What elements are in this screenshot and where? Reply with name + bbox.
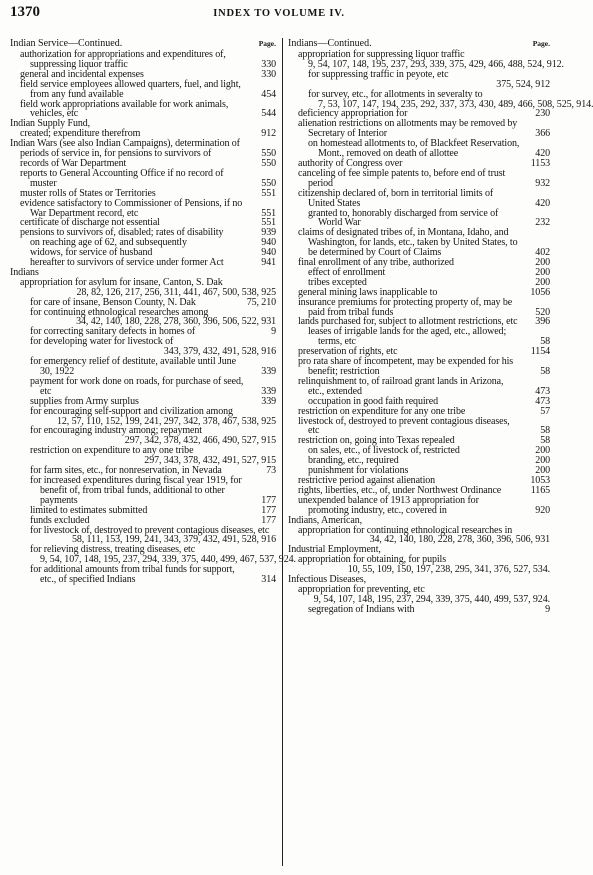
entry-text: pro rata share of incompetent, may be expended for his benefit; restriction [298,356,514,377]
index-entry: leases of irrigable lands for the aged, etc., allowed; terms, etc 58 [308,326,550,348]
entry-page-ref: 339 [261,395,276,407]
index-entry [288,209,550,229]
entry-page-ref: 34, 42, 140, 180, 228, 278, 360, 396, 506, 931 [369,534,550,546]
index-entry [288,169,550,189]
index-entry [10,278,276,298]
index-entry [10,80,276,100]
entry-page-ref: 940 [261,237,276,249]
entry-text: for livestock of, destroyed to prevent contagious diseases, etc [30,524,270,536]
entry-text: general mining laws inapplicable to [298,286,438,298]
index-entry [10,526,276,546]
entry-page-ref: 75, 210 [246,296,276,308]
entry-text: appropriation for suppressing liquor traffic [298,49,465,60]
entry-page-ref: 34, 42, 140, 180, 228, 278, 360, 396, 506, 522, 931 [76,316,276,328]
entry-text: effect of enrollment [308,266,386,278]
entry-text: for survey, etc., for allotments in severalty to [308,88,483,100]
index-entry [288,555,550,575]
entry-text: for additional amounts from tribal funds for support, etc., of specified Indians [30,564,235,586]
entry-page-ref: 912 [261,128,276,140]
entry-text: canceling of fee simple patents to, before end of trust period [298,167,506,189]
entry-text: field service employees allowed quarters, fuel, and light, from any fund available [20,78,241,100]
entry-text: alienation restrictions on allotments may be removed by Secretary of Interior [298,118,518,140]
index-entry [288,49,564,70]
index-entry: for correcting sanitary defects in homes of 9 [30,326,276,338]
entry-text: punishment for violations [308,465,409,477]
entry-text: Indian Supply Fund, [10,118,91,130]
index-entry [10,169,276,189]
entry-text: insurance premiums for protecting property of, may be paid from tribal funds [298,296,513,318]
entry-text: Indian Wars (see also Indian Campaigns), determination of periods of service in, for pensions to survivors of [10,138,240,160]
entry-text: supplies from Army surplus [30,395,139,407]
entry-page-ref: 9, 54, 107, 148, 195, 237, 293, 339, 375, 429, 466, 488, 524, 912. [308,58,564,70]
entry-page-ref: 550 [261,148,276,160]
entry-text: for suppressing traffic in peyote, etc [308,68,449,80]
index-entry [288,70,550,90]
entry-text: livestock of, destroyed to prevent contagious diseases, etc [298,415,510,437]
entry-page-ref: 9, 54, 107, 148, 195, 237, 294, 339, 375, 440, 499, 537, 924. [313,593,550,605]
entry-text: payment for work done on roads, for purchase of seed, etc [30,375,244,397]
entry-text: for continuing ethnological researches among [30,306,209,318]
entry-page-ref: 200 [535,445,550,457]
entry-text: occupation in good faith required [308,395,438,407]
index-entry [10,308,276,328]
index-entry [288,189,550,209]
entry-text: muster rolls of States or Territories [20,187,156,199]
entry-page-ref: 941 [261,257,276,269]
entry-page-ref: 473 [535,395,550,407]
entry-page-ref: 330 [261,58,276,70]
entry-page-ref: 473 [535,385,550,397]
index-entry [10,407,276,427]
entry-text: appropriation for obtaining, for pupils [298,554,447,566]
index-entry [10,258,276,268]
entry-text: on sales, etc., of livestock of, restricted [308,445,460,457]
entry-page-ref: 200 [535,455,550,467]
index-entry [288,228,550,258]
index-entry: restriction on, going into Texas repealed 58 [298,435,550,447]
index-entry [10,377,276,397]
entry-text: certificate of discharge not essential [20,217,160,229]
index-entry [10,446,276,466]
entry-text: tribes excepted [308,276,367,288]
entry-page-ref: 939 [261,227,276,239]
entry-page-ref: 339 [261,366,276,377]
entry-text: reports to General Accounting Office if no record of muster [20,167,224,189]
index-entry [10,476,276,506]
entry-text: Infectious Diseases, [288,574,366,586]
index-entry [10,199,276,219]
entry-text: on homestead allotments to, of Blackfeet Reservation, Mont., removed on death of allottee [308,138,520,160]
page-number: 1370 [10,4,40,20]
index-entry [288,496,550,516]
entry-page-ref: 920 [535,504,550,516]
entry-page-ref: 330 [261,68,276,80]
entry-text: Indians [10,266,39,278]
left-column-heading: Indian Service—Continued. [10,38,123,49]
entry-text: citizenship declared of, born in territorial limits of United States [298,187,494,209]
entry-page-ref: 232 [535,217,550,229]
entry-text: created; expenditure therefrom [20,128,141,140]
entry-page-ref: 12, 57, 110, 152, 199, 241, 297, 342, 378, 467, 538, 925 [56,415,276,427]
entry-text: leases of irrigable lands for the aged, etc., allowed; terms, etc [308,326,507,348]
index-entry [288,516,550,526]
entry-page-ref: 9, 54, 107, 148, 195, 237, 294, 339, 375, 440, 499, 467, 537, 924. [40,554,296,566]
entry-page-ref: 550 [261,157,276,169]
entry-page-ref: 343, 379, 432, 491, 528, 916 [163,346,276,358]
left-column [10,38,296,586]
entry-page-ref: 1053 [530,474,550,486]
entry-page-ref: 551 [261,187,276,199]
index-entry [288,377,550,397]
entry-page-ref: 396 [535,316,550,328]
entry-text: for encouraging self-support and civilization among [30,405,233,417]
column-divider [282,38,283,866]
index-entry: for farm sites, etc., for nonreservation, in Nevada 73 [30,465,276,477]
entry-text: Industrial Employment, [288,544,381,556]
entry-page-ref: 520 [535,306,550,318]
entry-page-ref: 402 [535,247,550,259]
entry-text: claims of designated tribes of, in Montana, Idaho, and Washington, for lands, etc., taken by United States, to be determined by Court of Claims [298,227,518,259]
entry-text: restriction on expenditure to any one tribe [30,445,194,457]
entry-page-ref: 297, 343, 378, 432, 491, 527, 915 [144,455,276,467]
entry-page-ref: 366 [535,128,550,140]
entry-text: for developing water for livestock of [30,336,174,348]
index-entry: pro rata share of incompetent, may be expended for his benefit; restriction 58 [298,356,550,377]
entry-text: authority of Congress over [298,157,403,169]
right-column-heading: Indians—Continued. [288,38,372,49]
entry-page-ref: 314 [261,574,276,586]
entry-page-ref: 454 [261,88,276,100]
entry-page-ref: 10, 55, 109, 150, 197, 238, 295, 341, 376, 527, 534. [347,564,550,576]
entry-text: field work appropriations available for work animals, vehicles, etc [20,98,229,120]
index-entry [288,139,550,159]
entry-text: granted to, honorably discharged from service of World War [308,207,499,229]
index-entry [288,119,550,139]
entry-text: relinquishment to, of railroad grant lands in Arizona, etc., extended [298,375,504,397]
entry-text: for emergency relief of destitute, available until June 30, 1922 [30,356,236,377]
entry-page-ref: 1153 [530,157,550,169]
entry-page-ref: 420 [535,197,550,209]
entry-text: segregation of Indians with [308,603,415,615]
entry-text: for correcting sanitary defects in homes of [30,326,196,338]
entry-page-ref: 339 [261,385,276,397]
entry-page-ref: 544 [261,108,276,120]
entry-text: deficiency appropriation for [298,108,408,120]
index-entry [288,88,593,110]
entry-text: for farm sites, etc., for nonreservation, in Nevada [30,465,222,477]
entry-text: for increased expenditures during fiscal year 1919, for benefit of, from tribal funds, additional to other payments [30,474,242,506]
entry-page-ref: 177 [261,504,276,516]
entry-text: on reaching age of 62, and subsequently [30,237,187,249]
entry-text: records of War Department [20,157,127,169]
index-entry [10,50,276,70]
entry-text: appropriation for preventing, etc [298,583,425,595]
entry-text: evidence satisfactory to Commissioner of Pensions, if no War Department record, etc [20,197,243,219]
left-entries [10,49,296,586]
index-entry [288,298,550,318]
index-entry [10,100,276,120]
entry-page-ref: 200 [535,465,550,477]
entry-text: for relieving distress, treating diseases, etc [30,544,196,556]
entry-text: lands purchased for, subject to allotment restrictions, etc [298,316,518,328]
entry-page-ref: 375, 524, 912 [496,78,550,90]
entry-page-ref: 230 [535,108,550,120]
entry-text: restrictive period against alienation [298,474,436,486]
entry-text: rights, liberties, etc., of, under Northwest Ordinance [298,484,502,496]
entry-page-ref: 177 [261,494,276,506]
index-entry [10,357,276,377]
index-entry [10,544,296,566]
entry-text: appropriation for continuing ethnological researches in [298,524,513,536]
entry-page-ref: 550 [261,177,276,189]
entry-text: pensions to survivors of, disabled; rates of disability [20,227,224,239]
entry-text: branding, etc., required [308,455,399,467]
index-entry: restriction on expenditure for any one tribe 57 [298,405,550,417]
entry-text: restriction on, going into Texas repealed [298,435,455,447]
index-entry [288,526,550,546]
entry-text: hereafter to survivors of service under former Act [30,257,224,269]
right-column-page-label: Page. [532,39,550,48]
entry-text: authorization for appropriations and expenditures of, suppressing liquor traffic [20,49,226,70]
right-column [288,38,593,615]
entry-text: widows, for service of husband [30,247,153,259]
entry-page-ref: 200 [535,266,550,278]
index-entry [10,426,276,446]
entry-text: for care of insane, Benson County, N. Dak [30,296,196,308]
entry-page-ref: 177 [261,514,276,526]
entry-page-ref: 58, 111, 153, 199, 241, 343, 379, 432, 491, 528, 916 [71,534,276,546]
entry-page-ref: 932 [535,177,550,189]
entry-page-ref: 551 [261,207,276,219]
entry-text: for encouraging industry among; repayment [30,425,202,437]
entry-text: general and incidental expenses [20,68,144,80]
index-entry [10,516,276,526]
entry-page-ref: 28, 82, 126, 217, 256, 311, 441, 467, 500, 538, 925 [76,286,276,298]
entry-page-ref: 940 [261,247,276,259]
entry-text: final enrollment of any tribe, authorized [298,257,454,269]
left-column-page-label: Page. [258,39,276,48]
index-entry [288,585,550,605]
entry-text: unexpended balance of 1913 appropriation for promoting industry, etc., covered in [298,494,479,516]
entry-page-ref: 420 [535,148,550,160]
index-entry [10,565,276,585]
entry-page-ref: 1165 [530,484,550,496]
entry-text: limited to estimates submitted [30,504,148,516]
index-entry: livestock of, destroyed to prevent contagious diseases, etc 58 [298,415,550,437]
entry-text: funds excluded [30,514,90,526]
entry-page-ref: 551 [261,217,276,229]
entry-text: preservation of rights, etc [298,346,398,358]
entry-text: appropriation for asylum for insane, Canton, S. Dak [20,276,223,288]
entry-text: restriction on expenditure for any one tribe [298,405,466,417]
entry-page-ref: 1056 [530,286,550,298]
entry-page-ref: 1154 [530,346,550,358]
running-head: INDEX TO VOLUME IV. [213,8,345,19]
right-entries [288,49,593,615]
entry-page-ref: 7, 53, 107, 147, 194, 235, 292, 337, 373, 430, 489, 466, 508, 525, 914. [318,98,593,110]
index-entry [10,139,276,159]
entry-page-ref: 200 [535,276,550,288]
entry-page-ref: 297, 342, 378, 432, 466, 490, 527, 915 [124,435,276,447]
index-entry [10,337,276,357]
index-entry: segregation of Indians with 9 [308,603,550,615]
entry-page-ref: 200 [535,257,550,269]
entry-text: Indians, American, [288,514,363,526]
